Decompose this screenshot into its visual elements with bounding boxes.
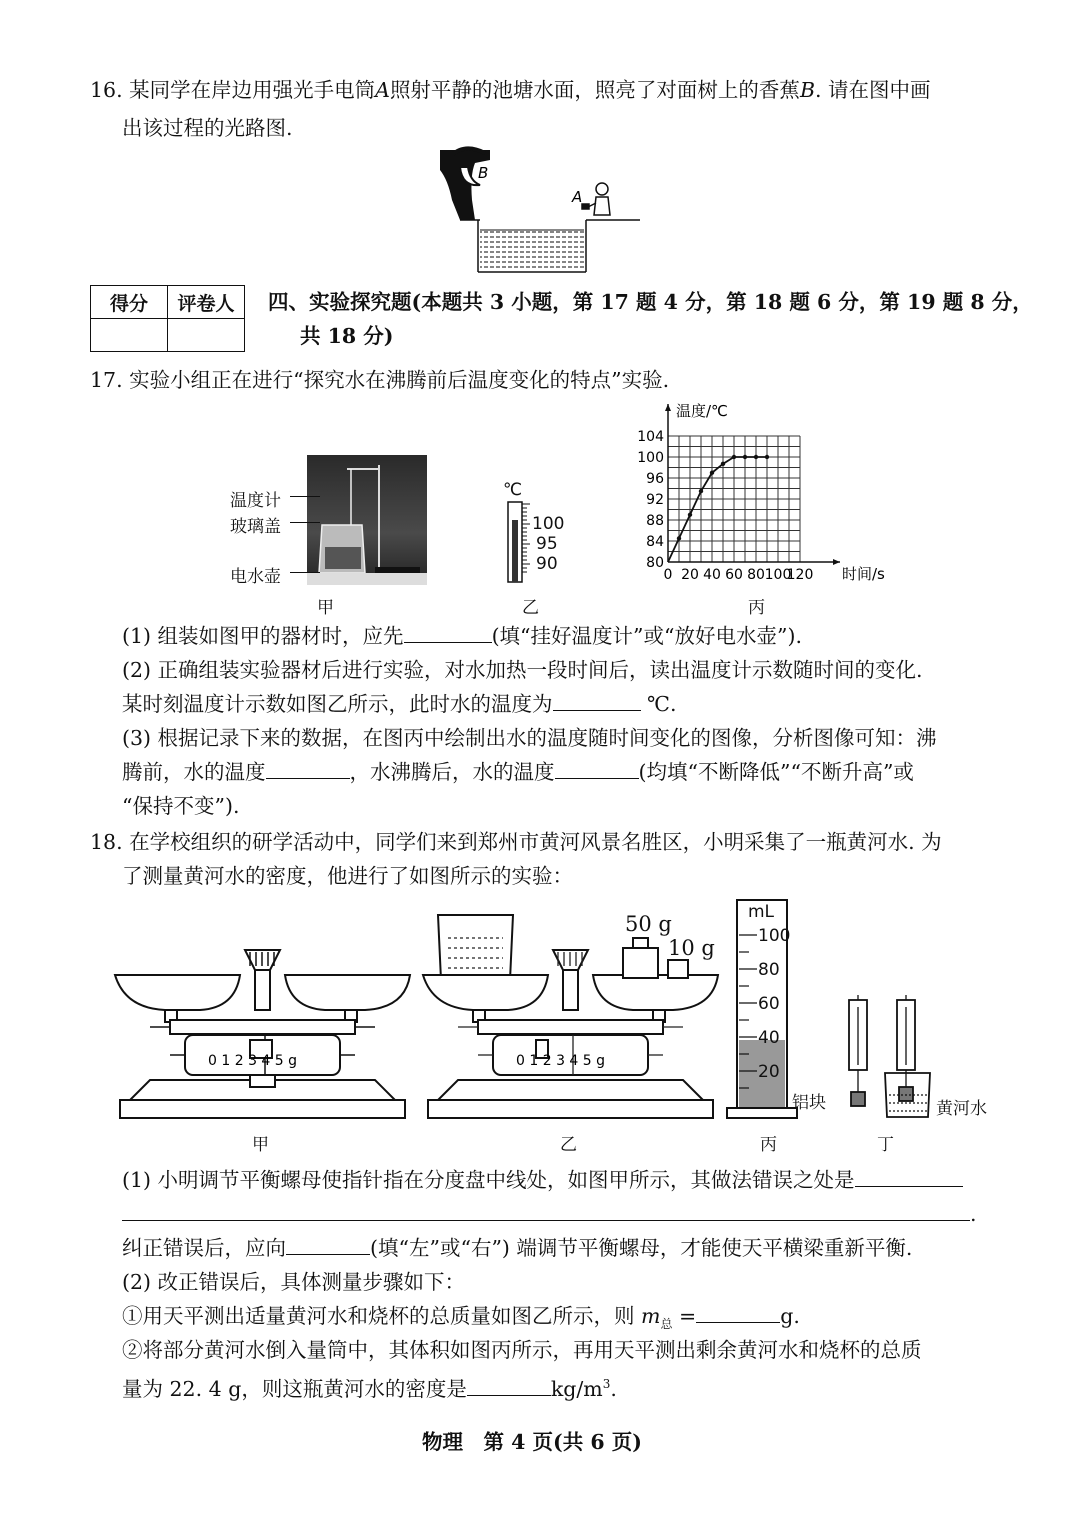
answer-blank[interactable] [855,1166,963,1187]
answer-blank[interactable] [266,758,350,779]
cyl-tick-20: 20 [758,1062,780,1082]
answer-blank[interactable] [404,622,492,643]
cylinder-unit: mL [748,902,775,922]
cyl-tick-100: 100 [758,926,791,946]
q18-line2: 了测量黄河水的密度，他进行了如图所示的实验： [122,864,573,888]
q17-intro: 17. 实验小组正在进行“探究水在沸腾前后温度变化的特点”实验. [90,368,670,392]
q18-p1-line3: 纠正错误后，应向 (填“左”或“右”) 端调节平衡螺母，才能使天平横梁重新平衡. [122,1236,913,1260]
svg-text:0 1 2 3 4 5 g: 0 1 2 3 4 5 g [516,1053,606,1069]
yi-tick-100: 100 [532,514,565,534]
q18-fig-jia-balance [110,940,415,1125]
data-point [765,455,769,459]
y-tick-label: 104 [637,429,664,445]
y-tick-label: 84 [646,534,664,550]
person-icon [582,183,610,215]
data-point [688,513,692,517]
q17-fig-jia-apparatus [307,455,427,585]
y-tick-label: 92 [646,492,664,508]
answer-blank-long[interactable] [122,1220,970,1221]
svg-text:0 1 2 3 4 5 g: 0 1 2 3 4 5 g [208,1053,298,1069]
q16-figure-pond [430,145,650,275]
answer-blank[interactable] [467,1375,551,1396]
section4-title-line1: 四、实验探究题(本题共 3 小题，第 17 题 4 分，第 18 题 6 分，第 19 题 8 分， [268,290,1033,314]
q17-fig-bing-chart [630,398,890,583]
q18-caption-jia: 甲 [252,1135,269,1155]
caption-yi: 乙 [522,598,539,618]
data-point [732,455,736,459]
yi-unit: ℃ [503,480,523,500]
q18-caption-yi: 乙 [560,1135,577,1155]
q16-line1: 16. 某同学在岸边用强光手电筒A照射平静的池塘水面，照亮了对面树上的香蕉B. 请在图中画 [90,78,931,102]
q17-p2-line2: 某时刻温度计示数如图乙所示，此时水的温度为 ℃. [122,692,677,716]
data-point [743,455,747,459]
x-tick-label: 100 [764,567,792,583]
q18-fig-ding-spring-scales [835,995,945,1125]
section4-title-line2: 共 18 分) [300,324,394,348]
score-header: 得分 [91,286,168,319]
x-tick-label: 40 [703,567,721,583]
y-axis-arrow [665,404,671,411]
data-point [699,489,703,493]
x-tick-label: 80 [747,567,765,583]
x-tick-label: 0 [663,567,673,583]
yi-tick-90: 90 [536,554,558,574]
answer-blank[interactable] [555,758,639,779]
label-aluminum-block: 铝块 [792,1093,826,1113]
data-point [677,536,681,540]
y-tick-label: 96 [646,471,664,487]
x-tick-label: 20 [681,567,699,583]
answer-blank[interactable] [553,690,641,711]
x-tick-label: 120 [786,567,814,583]
data-point [710,471,714,475]
q17-p3-line3: “保持不变”). [122,794,240,818]
page-footer: 物理 第 4 页(共 6 页) [422,1430,642,1454]
leader-line [290,572,320,573]
q17-p3-line2: 腾前，水的温度 ，水沸腾后，水的温度 (均填“不断降低”“不断升高”或 [122,760,914,784]
cyl-tick-80: 80 [758,960,780,980]
q17-p1: (1) 组装如图甲的器材时，应先 (填“挂好温度计”或“放好电水壶”). [122,624,802,648]
q18-caption-bing: 丙 [760,1135,777,1155]
svg-text:A: A [572,188,583,206]
yi-tick-95: 95 [536,534,558,554]
label-yellow-river-water: 黄河水 [936,1099,987,1119]
y-tick-label: 88 [646,513,664,529]
leader-line [290,496,320,497]
q18-p1-end: . [970,1202,977,1226]
score-cell[interactable] [91,319,168,352]
answer-blank[interactable] [696,1302,780,1323]
caption-bing: 丙 [748,598,765,618]
x-axis-label: 时间/s [842,565,885,583]
y-tick-label: 100 [637,450,664,466]
q17-fig-yi-thermometer [500,500,540,585]
q16-line2: 出该过程的光路图. [122,116,293,140]
svg-text:B: B [478,164,489,182]
score-table [90,285,245,352]
weight-50g-label: 50 g [625,912,672,936]
caption-jia: 甲 [317,598,334,618]
answer-blank[interactable] [286,1234,370,1255]
grader-cell[interactable] [168,319,245,352]
grader-header: 评卷人 [168,286,245,319]
q18-p2-intro: (2) 改正错误后，具体测量步骤如下： [122,1270,466,1294]
q17-p2-line1: (2) 正确组装实验器材后进行实验，对水加热一段时间后，读出温度计示数随时间的变化. [122,658,923,682]
q17-p3-line1: (3) 根据记录下来的数据，在图丙中绘制出水的温度随时间变化的图像，分析图像可知：沸 [122,726,937,750]
x-axis-arrow [833,559,840,565]
label-thermometer: 温度计 [230,491,281,511]
tree-icon [440,150,490,220]
q18-p1: (1) 小明调节平衡螺母使指针指在分度盘中线处，如图甲所示，其做法错误之处是 [122,1166,963,1194]
q18-caption-ding: 丁 [877,1135,894,1155]
weight-10g-label: 10 g [668,936,715,960]
q18-step1: ①用天平测出适量黄河水和烧杯的总质量如图乙所示，则 $m_总 = g$. [122,1304,800,1332]
x-tick-label: 60 [725,567,743,583]
label-glass-lid: 玻璃盖 [230,517,281,537]
q18-step2-line1: ②将部分黄河水倒入量筒中，其体积如图丙所示，再用天平测出剩余黄河水和烧杯的总质 [122,1338,922,1362]
cyl-tick-60: 60 [758,994,780,1014]
q18-step2-line2: 量为 22. 4 g，则这瓶黄河水的密度是 $kg/m^3$. [122,1376,617,1401]
data-point [754,455,758,459]
data-point [721,462,725,466]
y-tick-label: 80 [646,555,664,571]
label-kettle: 电水壶 [230,567,281,587]
leader-line [290,522,320,523]
q18-line1: 18. 在学校组织的研学活动中，同学们来到郑州市黄河风景名胜区，小明采集了一瓶黄河水. 为 [90,830,942,854]
cyl-tick-40: 40 [758,1028,780,1048]
y-axis-label: 温度/℃ [676,402,728,420]
